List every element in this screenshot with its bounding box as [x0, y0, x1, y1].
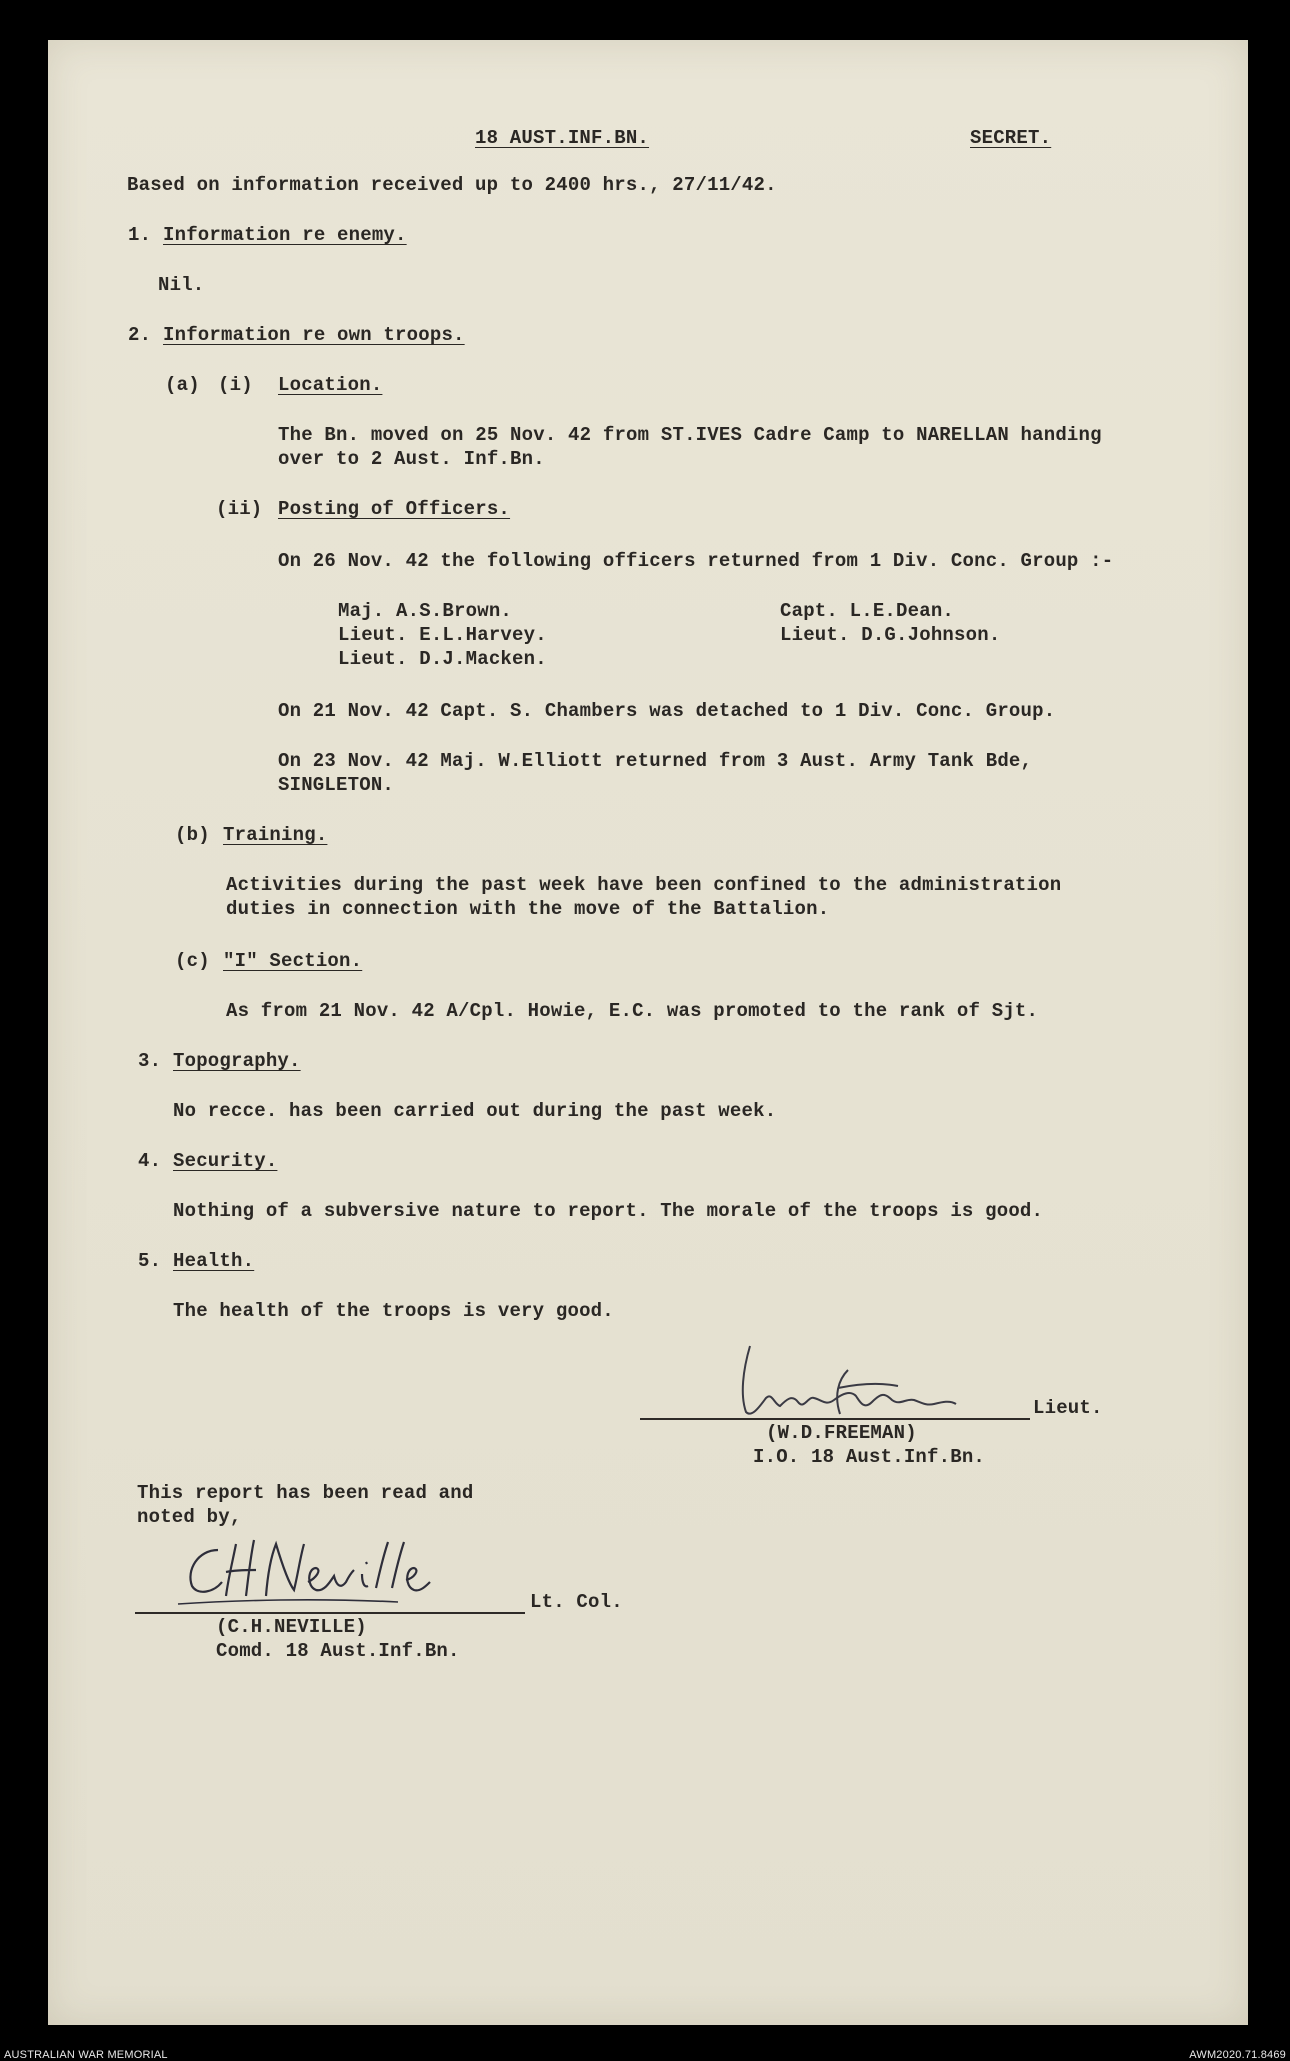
section-1-title: Information re enemy.: [163, 224, 407, 246]
officer-list-item: Maj. A.S.Brown.: [338, 600, 513, 622]
section-3-number: 3.: [138, 1050, 162, 1072]
subsection-c-label: (c): [175, 950, 210, 972]
io-name: (W.D.FREEMAN): [766, 1422, 917, 1444]
subsection-a-label: (a): [165, 374, 200, 396]
officer-list-item: Capt. L.E.Dean.: [780, 600, 955, 622]
section-4-body: Nothing of a subversive nature to report. The morale of the troops is good.: [173, 1200, 1044, 1222]
location-body-line-1: The Bn. moved on 25 Nov. 42 from ST.IVES Cadre Camp to NARELLAN handing: [278, 424, 1102, 446]
signature-line-io: [640, 1418, 1030, 1420]
co-role: Comd. 18 Aust.Inf.Bn.: [216, 1640, 460, 1662]
footer-left-caption: AUSTRALIAN WAR MEMORIAL: [4, 2049, 168, 2061]
section-3-title: Topography.: [173, 1050, 301, 1072]
officer-list-item: Lieut. D.J.Macken.: [338, 648, 547, 670]
io-role: I.O. 18 Aust.Inf.Bn.: [753, 1446, 986, 1468]
freeman-signature: [688, 1340, 1008, 1430]
noted-by-line-1: This report has been read and: [137, 1482, 474, 1504]
section-4-title: Security.: [173, 1150, 278, 1172]
unit-heading: 18 AUST.INF.BN.: [475, 127, 650, 149]
section-1-number: 1.: [128, 224, 152, 246]
posting-note-2-line-1: On 23 Nov. 42 Maj. W.Elliott returned from 3 Aust. Army Tank Bde,: [278, 750, 1033, 772]
section-5-body: The health of the troops is very good.: [173, 1300, 614, 1322]
classification-heading: SECRET.: [970, 127, 1052, 149]
noted-by-line-2: noted by,: [137, 1506, 242, 1528]
location-body-line-2: over to 2 Aust. Inf.Bn.: [278, 448, 545, 470]
training-body-line-1: Activities during the past week have been confined to the administration: [226, 874, 1062, 896]
subsection-a2-label: (ii): [216, 498, 263, 520]
intro-line: Based on information received up to 2400 hrs., 27/11/42.: [127, 174, 777, 196]
subsection-b-label: (b): [175, 824, 210, 846]
subsection-b-title: Training.: [223, 824, 328, 846]
section-3-body: No recce. has been carried out during the past week.: [173, 1100, 777, 1122]
posting-intro: On 26 Nov. 42 the following officers returned from 1 Div. Conc. Group :-: [278, 550, 1114, 572]
document-page: [48, 40, 1248, 2025]
section-4-number: 4.: [138, 1150, 162, 1172]
officer-list-item: Lieut. E.L.Harvey.: [338, 624, 547, 646]
io-rank: Lieut.: [1033, 1397, 1103, 1419]
section-5-number: 5.: [138, 1250, 162, 1272]
training-body-line-2: duties in connection with the move of the Battalion.: [226, 898, 830, 920]
section-2-number: 2.: [128, 324, 152, 346]
i-section-body: As from 21 Nov. 42 A/Cpl. Howie, E.C. was promoted to the rank of Sjt.: [226, 1000, 1039, 1022]
signature-line-co: [135, 1612, 525, 1614]
subsection-a2-title: Posting of Officers.: [278, 498, 511, 520]
subsection-a1-label: (i): [218, 374, 253, 396]
section-2-title: Information re own troops.: [163, 324, 465, 346]
co-name: (C.H.NEVILLE): [216, 1616, 367, 1638]
section-1-body: Nil.: [158, 274, 205, 296]
footer-right-caption: AWM2020.71.8469: [1189, 2049, 1286, 2061]
section-5-title: Health.: [173, 1250, 255, 1272]
co-rank: Lt. Col.: [530, 1591, 623, 1613]
subsection-a1-title: Location.: [278, 374, 383, 396]
subsection-c-title: "I" Section.: [223, 950, 363, 972]
posting-note-1: On 21 Nov. 42 Capt. S. Chambers was detached to 1 Div. Conc. Group.: [278, 700, 1056, 722]
neville-signature: [158, 1530, 438, 1620]
officer-list-item: Lieut. D.G.Johnson.: [780, 624, 1001, 646]
posting-note-2-line-2: SINGLETON.: [278, 774, 395, 796]
